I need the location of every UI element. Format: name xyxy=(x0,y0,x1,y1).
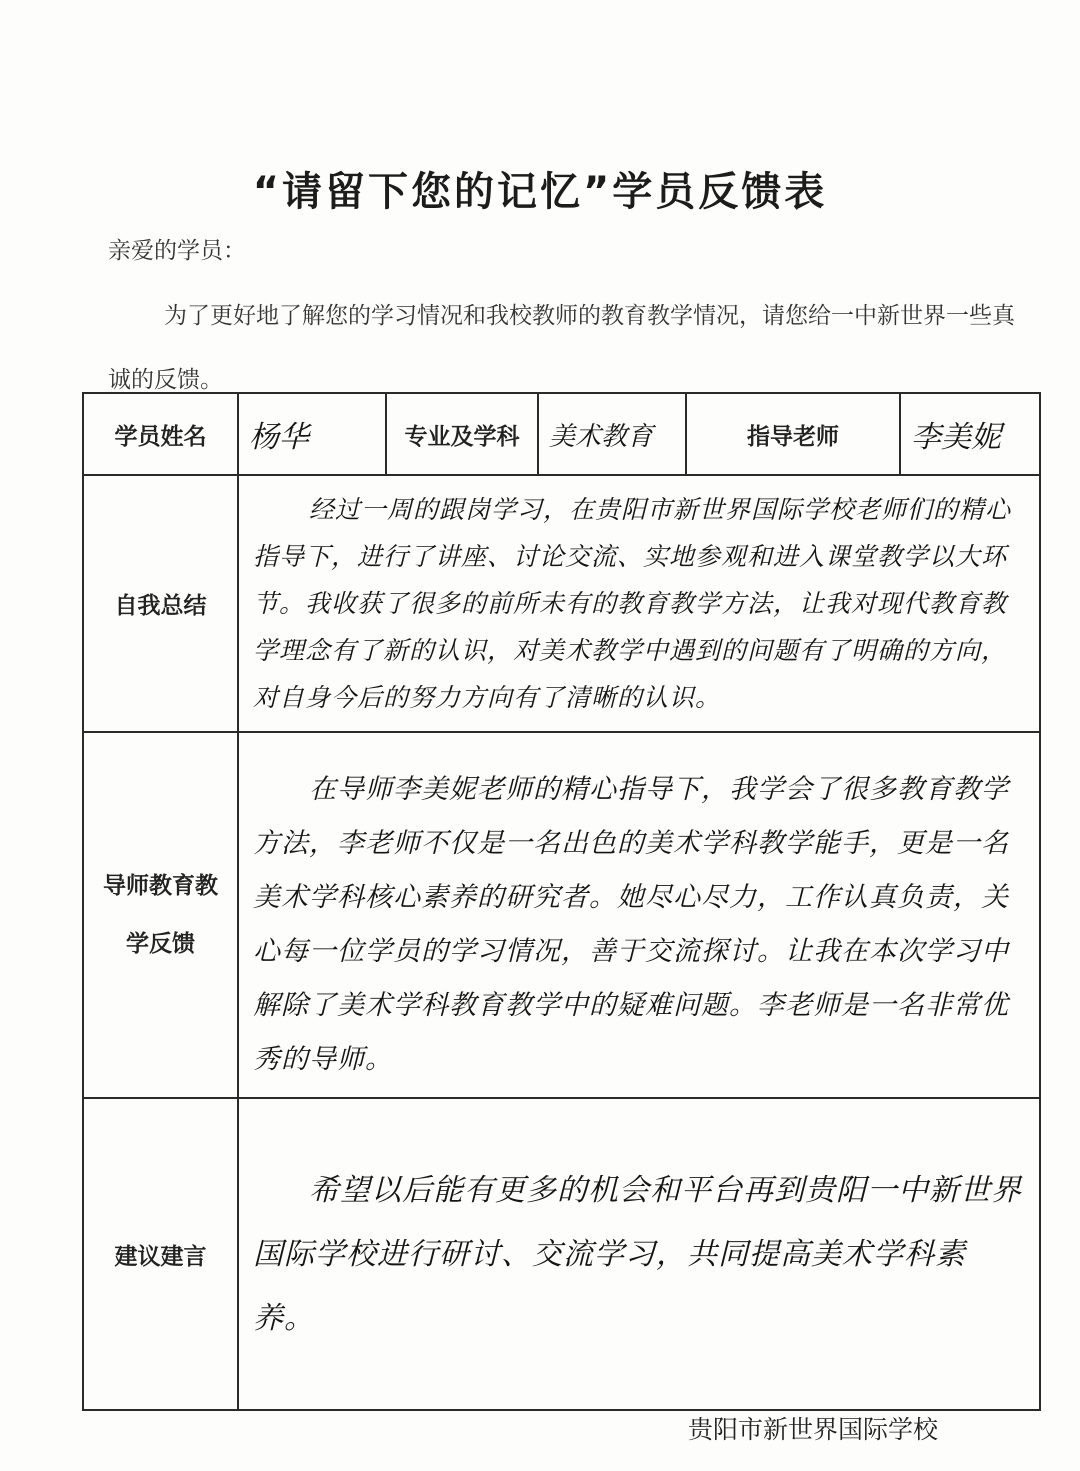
mentor-feedback-row xyxy=(83,732,1040,1098)
mentor-label: 指导老师 xyxy=(686,393,900,475)
intro-paragraph: 为了更好地了解您的学习情况和我校教师的教育教学情况，请您给一中新世界一些真诚的反馈。 xyxy=(108,303,1015,393)
self-summary-row xyxy=(83,475,1040,732)
suggestion-label: 建议建言 xyxy=(83,1098,238,1410)
subject-label: 专业及学科 xyxy=(386,393,538,475)
mentor-value: 李美妮 xyxy=(900,393,1040,475)
school-name-footer: 贵阳市新世界国际学校 xyxy=(688,1415,939,1444)
form-title: “请留下您的记忆”学员反馈表 xyxy=(252,169,828,215)
mentor-feedback-text: 在导师李美妮老师的精心指导下，我学会了很多教育教学方法，李老师不仅是一名出色的美术学科教学能手，更是一名美术学科核心素养的研究者。她尽心尽力，工作认真负责，关心每一位学员的学习情况，善于交流探讨。让我在本次学习中解除了美术学科教育教学中的疑难问题。李老师是一名非常优秀的导师。 xyxy=(238,732,1040,1098)
header-row xyxy=(83,393,1040,475)
suggestion-text: 希望以后能有更多的机会和平台再到贵阳一中新世界国际学校进行研讨、交流学习，共同提高美术学科素养。 xyxy=(238,1098,1040,1410)
student-name-value: 杨华 xyxy=(238,393,386,475)
self-summary-label: 自我总结 xyxy=(83,475,238,732)
greeting: 亲爱的学员： xyxy=(108,238,246,264)
self-summary-text: 经过一周的跟岗学习，在贵阳市新世界国际学校老师们的精心指导下，进行了讲座、讨论交流、实地参观和进入课堂教学以大环节。我收获了很多的前所未有的教育教学方法，让我对现代教育教学理念有了新的认识，对美术教学中遇到的问题有了明确的方向，对自身今后的努力方向有了清晰的认识。 xyxy=(238,475,1040,732)
suggestion-row xyxy=(83,1098,1040,1410)
mentor-feedback-label-line1: 导师教育教 xyxy=(103,873,218,899)
mentor-feedback-label xyxy=(83,732,238,1098)
subject-value: 美术教育 xyxy=(538,393,686,475)
feedback-table xyxy=(82,392,1041,1411)
mentor-feedback-label-line2: 学反馈 xyxy=(126,931,195,957)
student-name-label: 学员姓名 xyxy=(83,393,238,475)
